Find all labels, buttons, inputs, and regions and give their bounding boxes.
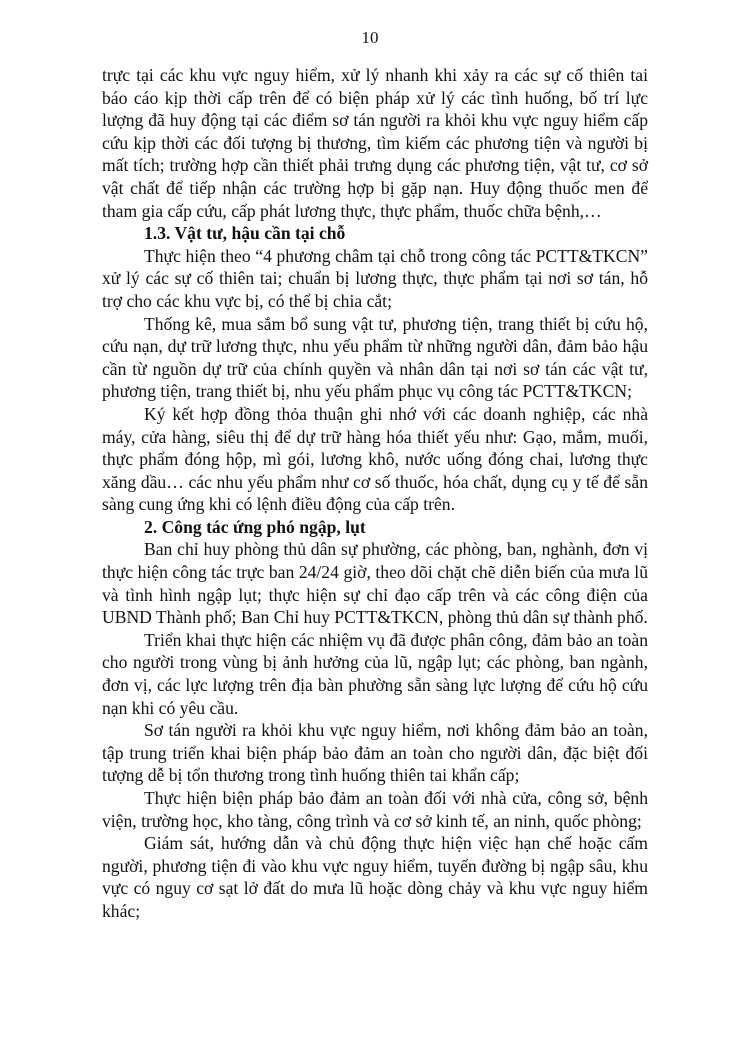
paragraph: Triển khai thực hiện các nhiệm vụ đã được phân công, đảm bảo an toàn cho người trong vùng bị ảnh hưởng của lũ, ngập lụt; các phòng, ban ngành, đơn vị, các lực lượng trên địa bàn phường sẵn sàng lực lượng để cứu hộ cứu nạn khi có yêu cầu. [102,629,648,718]
paragraph: Ký kết hợp đồng thỏa thuận ghi nhớ với các doanh nghiệp, các nhà máy, cửa hàng, siêu thị để dự trữ hàng hóa thiết yếu như: Gạo, mắm, muối, thực phẩm đóng hộp, mì gói, lương khô, nước uống đóng chai, lương thực xăng dầu… các nhu yếu phẩm như cơ số thuốc, hóa chất, dụng cụ y tế để sẵn sàng cung ứng khi có lệnh điều động của cấp trên. [102,403,648,515]
paragraph-continued: trực tại các khu vực nguy hiểm, xử lý nhanh khi xảy ra các sự cố thiên tai báo cáo kịp thời cấp trên để có biện pháp xử lý các tình huống, bố trí lực lượng đã huy động tại các điểm sơ tán người ra khỏi khu vực nguy hiểm cấp cứu kịp thời các đối tượng bị thương, tìm kiếm các phương tiện và người bị mất tích; trường hợp cần thiết phải trưng dụng các phương tiện, vật tư, cơ sở vật chất để tiếp nhận các trường hợp bị gặp nạn. Huy động thuốc men để tham gia cấp cứu, cấp phát lương thực, thực phẩm, thuốc chữa bệnh,… [102,65,648,221]
paragraph: Thực hiện theo “4 phương châm tại chỗ trong công tác PCTT&TKCN” xử lý các sự cố thiên tai; chuẩn bị lương thực, thực phẩm tại nơi sơ tán, hỗ trợ cho các khu vực bị, có thể bị chia cắt; [102,245,648,311]
paragraph: Giám sát, hướng dẫn và chủ động thực hiện việc hạn chế hoặc cấm người, phương tiện đi vào khu vực nguy hiểm, tuyến đường bị ngập sâu, khu vực có nguy cơ sạt lở đất do mưa lũ hoặc dòng chảy và khu vực nguy hiểm khác; [102,833,648,921]
document-body [102,64,648,923]
paragraph: Sơ tán người ra khỏi khu vực nguy hiểm, nơi không đảm bảo an toàn, tập trung triển khai biện pháp bảo đảm an toàn cho người dân, đặc biệt đối tượng dễ bị tổn thương trong tình huống thiên tai khẩn cấp; [102,720,648,786]
section-heading-1-3: 1.3. Vật tư, hậu cần tại chỗ [144,223,346,244]
paragraph: Thống kê, mua sắm bổ sung vật tư, phương tiện, trang thiết bị cứu hộ, cứu nạn, dự trữ lương thực, nhu yếu phẩm từ những người dân, đảm bảo hậu cần từ nguồn dự trữ của chính quyền và nhân dân tại nơi sơ tán các vật tư, phương tiện, trang thiết bị, nhu yếu phẩm phục vụ công tác PCTT&TKCN; [102,313,648,402]
section-heading-2: 2. Công tác ứng phó ngập, lụt [144,516,366,537]
paragraph: Thực hiện biện pháp bảo đảm an toàn đối với nhà cửa, công sở, bệnh viện, trường học, kho tàng, công trình và cơ sở kinh tế, an ninh, quốc phòng; [102,788,648,831]
page-number: 10 [361,28,379,47]
paragraph: Ban chỉ huy phòng thủ dân sự phường, các phòng, ban, nghành, đơn vị thực hiện công tác trực ban 24/24 giờ, theo dõi chặt chẽ diễn biến của mưa lũ và tình hình ngập lụt; thực hiện sự chỉ đạo cấp trên và các công điện của UBND Thành phố; Ban Chỉ huy PCTT&TKCN, phòng thủ dân sự thành phố. [102,539,648,628]
